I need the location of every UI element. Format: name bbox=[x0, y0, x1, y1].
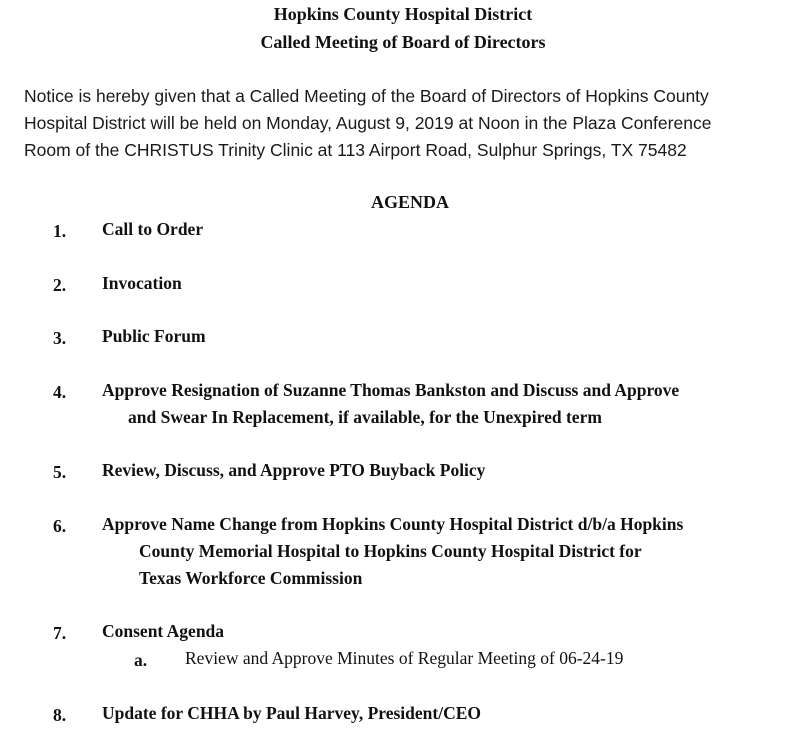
agenda-item-number: 5. bbox=[53, 462, 67, 482]
agenda-item-number: 7. bbox=[53, 623, 67, 643]
agenda-item-text: Public Forum bbox=[102, 326, 206, 346]
agenda-item-number: 3. bbox=[53, 328, 67, 348]
agenda-item-text: Consent Agenda bbox=[102, 621, 225, 641]
agenda-item-text-continued: County Memorial Hospital to Hopkins County Hospital District for bbox=[139, 541, 642, 561]
agenda-item-number: 8. bbox=[53, 705, 67, 725]
agenda-item-text-continued: and Swear In Replacement, if available, for the Unexpired term bbox=[128, 407, 602, 427]
agenda-item-number: 1. bbox=[53, 221, 67, 241]
agenda-item-text: Invocation bbox=[102, 273, 182, 293]
agenda-item-text: Update for CHHA by Paul Harvey, President/CEO bbox=[102, 703, 482, 723]
agenda-item-text: Review, Discuss, and Approve PTO Buyback Policy bbox=[102, 460, 486, 480]
agenda-subitem-text: Review and Approve Minutes of Regular Meeting of 06-24-19 bbox=[185, 648, 624, 668]
notice-line: Notice is hereby given that a Called Meeting of the Board of Directors of Hopkins County bbox=[24, 86, 709, 106]
notice-line: Hospital District will be held on Monday, August 9, 2019 at Noon in the Plaza Conference bbox=[24, 113, 712, 133]
agenda-item-number: 2. bbox=[53, 275, 67, 295]
notice-line: Room of the CHRISTUS Trinity Clinic at 113 Airport Road, Sulphur Springs, TX 75482 bbox=[24, 140, 687, 160]
agenda-item-text: Approve Name Change from Hopkins County Hospital District d/b/a Hopkins bbox=[102, 514, 684, 534]
agenda-heading: AGENDA bbox=[371, 192, 450, 212]
agenda-item-text: Approve Resignation of Suzanne Thomas Bankston and Discuss and Approve bbox=[102, 380, 680, 400]
agenda-subitem-letter: a. bbox=[134, 650, 148, 670]
agenda-item-text: Call to Order bbox=[102, 219, 204, 239]
agenda-item-text-continued: Texas Workforce Commission bbox=[139, 568, 363, 588]
agenda-item-number: 4. bbox=[53, 382, 67, 402]
document-subtitle: Called Meeting of Board of Directors bbox=[260, 32, 546, 52]
document-title: Hopkins County Hospital District bbox=[273, 4, 533, 24]
agenda-item-number: 6. bbox=[53, 516, 67, 536]
